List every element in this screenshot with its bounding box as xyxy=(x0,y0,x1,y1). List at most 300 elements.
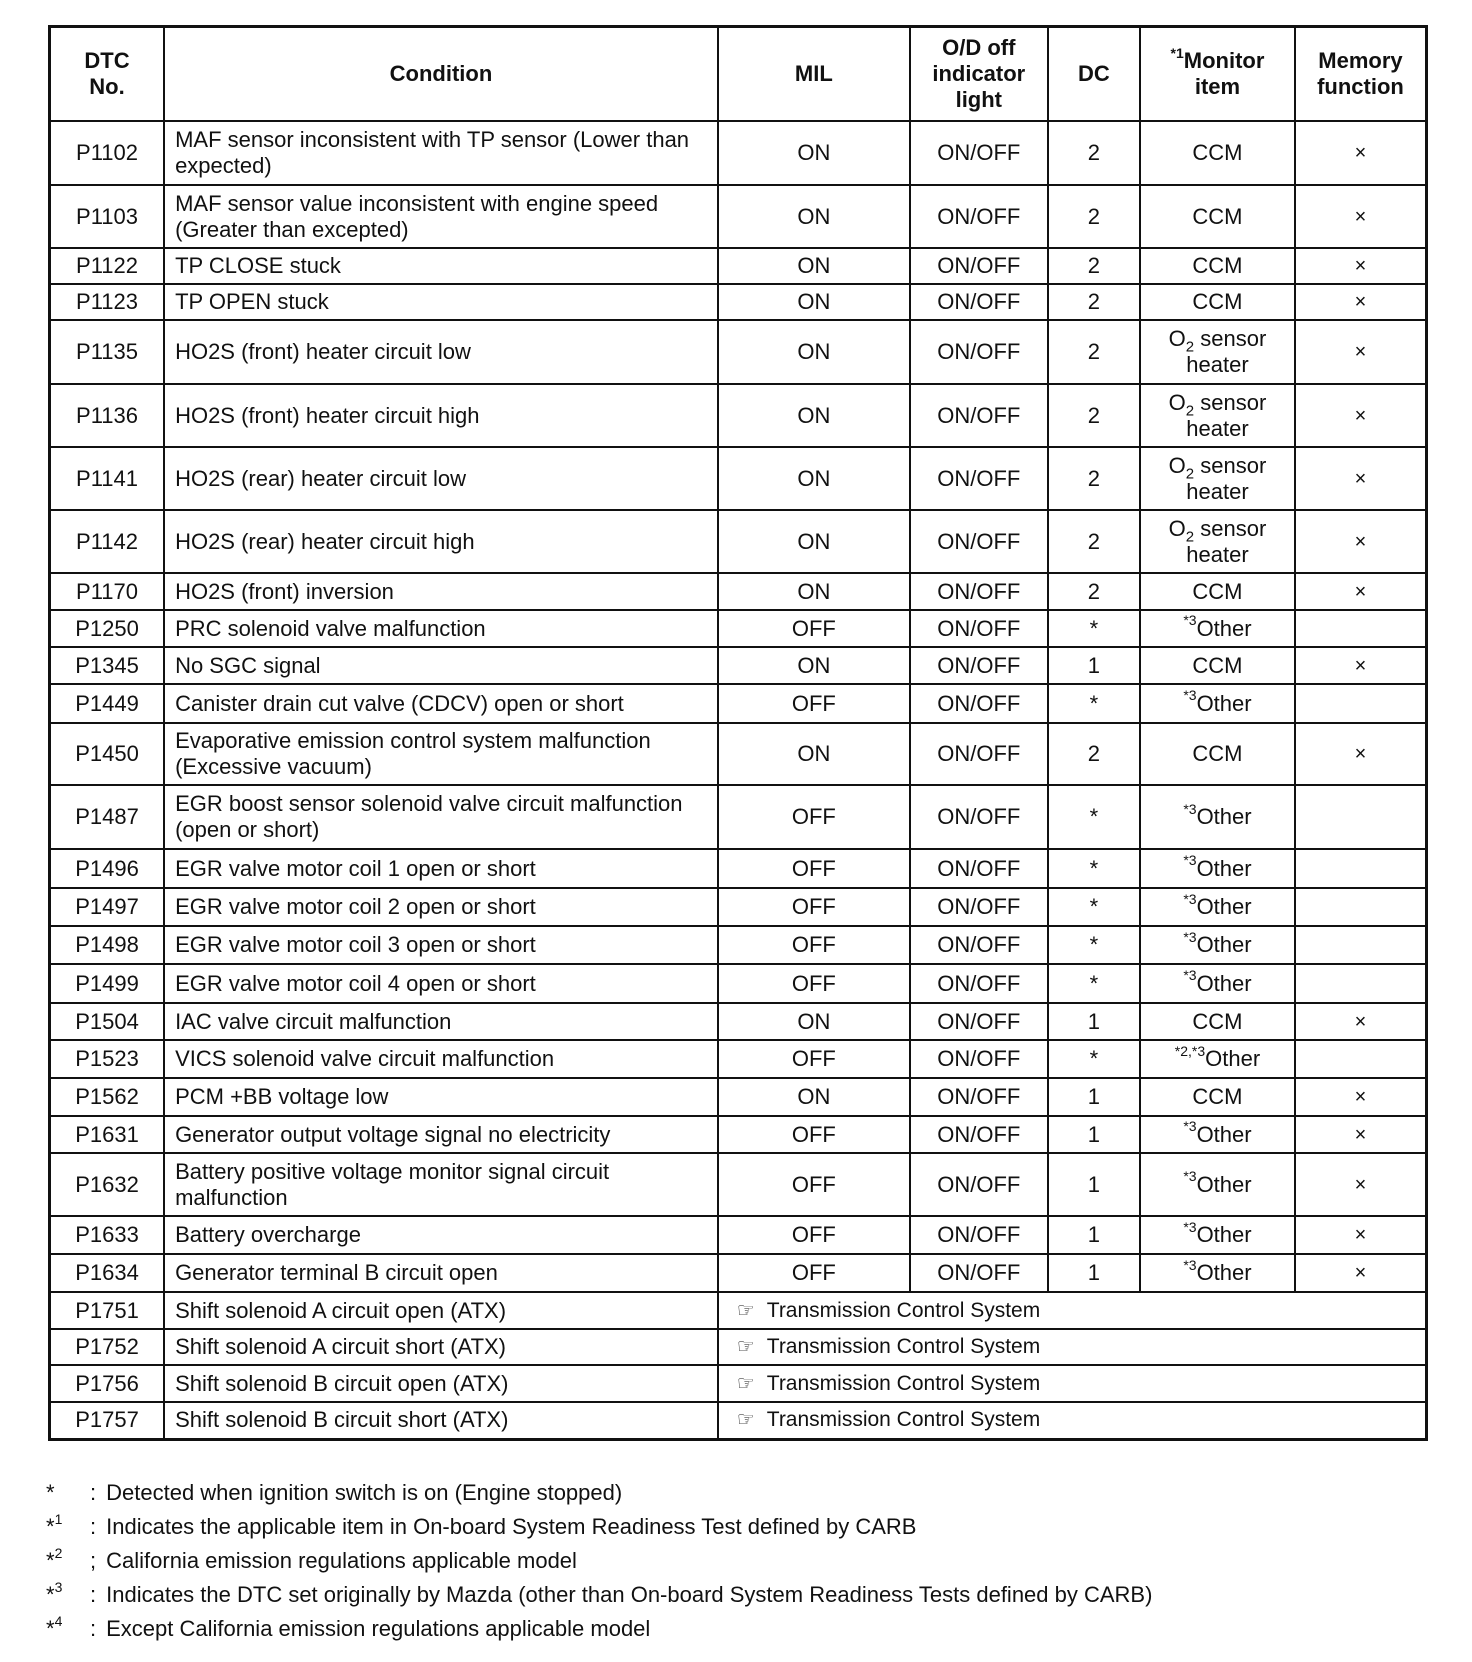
footnote-text: Detected when ignition switch is on (Engine stopped) xyxy=(106,1480,623,1505)
od-status: ON/OFF xyxy=(910,1003,1048,1040)
mil-status: OFF xyxy=(718,849,910,888)
reference-label: Transmission Control System xyxy=(766,1335,1041,1358)
dtc-code: P1142 xyxy=(50,510,165,573)
memory-function: × xyxy=(1295,284,1427,320)
condition-text: Generator terminal B circuit open xyxy=(164,1254,718,1292)
condition-text: HO2S (front) heater circuit high xyxy=(164,384,718,447)
footnote xyxy=(46,1578,1152,1612)
memory-function xyxy=(1295,888,1427,926)
dtc-code: P1135 xyxy=(50,320,165,384)
footnotes xyxy=(46,1476,1152,1646)
dc-value: 2 xyxy=(1048,447,1140,510)
condition-text: No SGC signal xyxy=(164,647,718,684)
monitor-item xyxy=(1140,284,1295,320)
condition-text: EGR valve motor coil 2 open or short xyxy=(164,888,718,926)
footnote xyxy=(46,1510,1152,1544)
dc-value: 1 xyxy=(1048,1078,1140,1116)
memory-function xyxy=(1295,1040,1427,1078)
monitor-item xyxy=(1140,510,1295,573)
footnote-text: California emission regulations applicable model xyxy=(106,1548,577,1573)
footnote-star: * xyxy=(46,1480,55,1505)
footnote-text: Indicates the DTC set originally by Mazda (other than On-board System Readiness Tests defined by CARB) xyxy=(106,1582,1153,1607)
dc-value: * xyxy=(1048,849,1140,888)
dtc-code: P1499 xyxy=(50,964,165,1003)
condition-text: Canister drain cut valve (CDCV) open or short xyxy=(164,684,718,723)
dc-value: * xyxy=(1048,888,1140,926)
memory-function xyxy=(1295,610,1427,647)
dc-value: * xyxy=(1048,785,1140,849)
dc-value: * xyxy=(1048,610,1140,647)
header-dc: DC xyxy=(1048,27,1140,122)
condition-text: Shift solenoid B circuit open (ATX) xyxy=(164,1365,718,1402)
monitor-label: Other xyxy=(1196,932,1252,957)
od-status: ON/OFF xyxy=(910,573,1048,610)
header-row xyxy=(50,27,1427,122)
table-row xyxy=(50,926,1427,964)
table-row xyxy=(50,185,1427,248)
footnote-star: * xyxy=(46,1582,55,1607)
monitor-label: Other xyxy=(1196,894,1252,919)
condition-text: Battery overcharge xyxy=(164,1216,718,1254)
condition-text: Shift solenoid A circuit short (ATX) xyxy=(164,1329,718,1365)
monitor-label: sensor heater xyxy=(1186,452,1267,504)
memory-function: × xyxy=(1295,1078,1427,1116)
mil-status: ON xyxy=(718,185,910,248)
memory-function: × xyxy=(1295,320,1427,384)
monitor-label: CCM xyxy=(1192,1084,1243,1109)
dc-value: 2 xyxy=(1048,573,1140,610)
condition-text: TP OPEN stuck xyxy=(164,284,718,320)
memory-function: × xyxy=(1295,447,1427,510)
mil-status: ON xyxy=(718,510,910,573)
od-status: ON/OFF xyxy=(910,185,1048,248)
dc-value: * xyxy=(1048,1040,1140,1078)
od-status: ON/OFF xyxy=(910,684,1048,723)
dc-value: * xyxy=(1048,684,1140,723)
od-status: ON/OFF xyxy=(910,248,1048,284)
o2-subscript: 2 xyxy=(1185,401,1195,419)
table-row xyxy=(50,1329,1427,1365)
condition-text: PCM +BB voltage low xyxy=(164,1078,718,1116)
table-row xyxy=(50,964,1427,1003)
condition-text: EGR valve motor coil 1 open or short xyxy=(164,849,718,888)
monitor-note: *3 xyxy=(1183,852,1197,869)
memory-function: × xyxy=(1295,121,1427,185)
dc-value: 2 xyxy=(1048,510,1140,573)
condition-text: TP CLOSE stuck xyxy=(164,248,718,284)
condition-text: VICS solenoid valve circuit malfunction xyxy=(164,1040,718,1078)
memory-function: × xyxy=(1295,573,1427,610)
footnote-key xyxy=(46,1578,90,1612)
condition-text: HO2S (front) heater circuit low xyxy=(164,320,718,384)
footnote-number: 3 xyxy=(54,1578,63,1595)
memory-function: × xyxy=(1295,384,1427,447)
condition-text: Generator output voltage signal no electricity xyxy=(164,1116,718,1153)
condition-text: EGR boost sensor solenoid valve circuit malfunction (open or short) xyxy=(164,785,718,849)
header-monitor-label: Monitor item xyxy=(1183,48,1265,99)
monitor-note: *3 xyxy=(1183,687,1197,704)
header-memory: Memory function xyxy=(1295,27,1427,122)
table-row xyxy=(50,1116,1427,1153)
mil-status: ON xyxy=(718,723,910,785)
od-status: ON/OFF xyxy=(910,447,1048,510)
dc-value: 1 xyxy=(1048,1216,1140,1254)
od-status: ON/OFF xyxy=(910,723,1048,785)
table-row xyxy=(50,888,1427,926)
monitor-label: sensor heater xyxy=(1186,389,1267,441)
footnote-star: * xyxy=(46,1548,55,1573)
footnote-separator: : xyxy=(90,1616,97,1641)
dtc-code: P1102 xyxy=(50,121,165,185)
pointing-hand-icon: ☞ xyxy=(736,1372,755,1395)
monitor-item xyxy=(1140,248,1295,284)
monitor-label: Other xyxy=(1196,855,1252,881)
condition-text: IAC valve circuit malfunction xyxy=(164,1003,718,1040)
monitor-label: Other xyxy=(1196,970,1252,996)
monitor-label: CCM xyxy=(1192,289,1243,314)
condition-text: MAF sensor inconsistent with TP sensor (Lower than expected) xyxy=(164,121,718,185)
mil-status: ON xyxy=(718,384,910,447)
dc-value: 1 xyxy=(1048,1254,1140,1292)
dc-value: 2 xyxy=(1048,185,1140,248)
monitor-note: *3 xyxy=(1183,1118,1197,1135)
table-row xyxy=(50,1078,1427,1116)
monitor-label: Other xyxy=(1205,1046,1261,1071)
footnote-text: Except California emission regulations applicable model xyxy=(106,1616,651,1641)
o2-subscript: 2 xyxy=(1185,338,1195,356)
table-row xyxy=(50,1402,1427,1439)
footnote-key xyxy=(46,1612,90,1646)
dtc-code: P1250 xyxy=(50,610,165,647)
mil-status: OFF xyxy=(718,785,910,849)
memory-function: × xyxy=(1295,647,1427,684)
mil-status: OFF xyxy=(718,1216,910,1254)
dc-value: 2 xyxy=(1048,384,1140,447)
dtc-code: P1123 xyxy=(50,284,165,320)
mil-status: OFF xyxy=(718,684,910,723)
table-row xyxy=(50,248,1427,284)
dtc-code: P1523 xyxy=(50,1040,165,1078)
dtc-code: P1122 xyxy=(50,248,165,284)
condition-text: Battery positive voltage monitor signal circuit malfunction xyxy=(164,1153,718,1216)
o2-label: O xyxy=(1168,515,1186,541)
od-status: ON/OFF xyxy=(910,1116,1048,1153)
footnote-number: 2 xyxy=(54,1544,63,1561)
table-row xyxy=(50,723,1427,785)
dtc-code: P1751 xyxy=(50,1292,165,1329)
dtc-code: P1633 xyxy=(50,1216,165,1254)
od-status: ON/OFF xyxy=(910,320,1048,384)
monitor-item xyxy=(1140,1078,1295,1116)
dtc-code: P1170 xyxy=(50,573,165,610)
monitor-item xyxy=(1140,1003,1295,1040)
monitor-item xyxy=(1140,447,1295,510)
pointing-hand-icon: ☞ xyxy=(736,1299,755,1322)
memory-function: × xyxy=(1295,723,1427,785)
dc-value: 2 xyxy=(1048,723,1140,785)
monitor-footnote-mark: *1 xyxy=(1170,44,1184,61)
table-row xyxy=(50,610,1427,647)
monitor-item xyxy=(1140,610,1295,647)
od-status: ON/OFF xyxy=(910,647,1048,684)
dtc-table xyxy=(48,25,1428,1441)
od-status: ON/OFF xyxy=(910,1254,1048,1292)
header-mil: MIL xyxy=(718,27,910,122)
footnote-key xyxy=(46,1476,90,1510)
condition-text: Evaporative emission control system malfunction (Excessive vacuum) xyxy=(164,723,718,785)
monitor-item xyxy=(1140,185,1295,248)
monitor-label: Other xyxy=(1196,690,1252,716)
monitor-item xyxy=(1140,384,1295,447)
mil-status: ON xyxy=(718,447,910,510)
monitor-item xyxy=(1140,684,1295,723)
mil-status: ON xyxy=(718,1078,910,1116)
dtc-code: P1345 xyxy=(50,647,165,684)
mil-status: ON xyxy=(718,573,910,610)
reference-link[interactable] xyxy=(718,1402,1427,1439)
monitor-note: *3 xyxy=(1183,1168,1197,1185)
dtc-code: P1449 xyxy=(50,684,165,723)
dc-value: 1 xyxy=(1048,1116,1140,1153)
mil-status: OFF xyxy=(718,926,910,964)
dtc-code: P1141 xyxy=(50,447,165,510)
od-status: ON/OFF xyxy=(910,284,1048,320)
monitor-label: CCM xyxy=(1192,578,1243,604)
monitor-item xyxy=(1140,1116,1295,1153)
dtc-code: P1498 xyxy=(50,926,165,964)
table-row xyxy=(50,849,1427,888)
monitor-item xyxy=(1140,926,1295,964)
reference-label: Transmission Control System xyxy=(766,1371,1041,1395)
monitor-label: Other xyxy=(1196,1260,1252,1285)
table-row xyxy=(50,1254,1427,1292)
mil-status: ON xyxy=(718,248,910,284)
monitor-label: Other xyxy=(1196,1121,1252,1147)
reference-link[interactable] xyxy=(718,1329,1427,1365)
footnote-separator: ; xyxy=(90,1548,97,1573)
table-row xyxy=(50,320,1427,384)
dtc-code: P1632 xyxy=(50,1153,165,1216)
memory-function: × xyxy=(1295,1003,1427,1040)
table-row xyxy=(50,1153,1427,1216)
o2-label: O xyxy=(1168,389,1186,415)
monitor-label: Other xyxy=(1196,615,1252,641)
mil-status: ON xyxy=(718,284,910,320)
monitor-item xyxy=(1140,647,1295,684)
reference-label: Transmission Control System xyxy=(766,1298,1041,1322)
od-status: ON/OFF xyxy=(910,785,1048,849)
dc-value: 2 xyxy=(1048,248,1140,284)
monitor-item xyxy=(1140,1153,1295,1216)
table-row xyxy=(50,647,1427,684)
table-row xyxy=(50,573,1427,610)
footnote xyxy=(46,1544,1152,1578)
monitor-note: *3 xyxy=(1183,612,1197,629)
dc-value: 2 xyxy=(1048,121,1140,185)
mil-status: OFF xyxy=(718,964,910,1003)
dc-value: 1 xyxy=(1048,1153,1140,1216)
monitor-note: *3 xyxy=(1183,1256,1197,1273)
footnote xyxy=(46,1612,1152,1646)
dtc-code: P1634 xyxy=(50,1254,165,1292)
condition-text: Shift solenoid A circuit open (ATX) xyxy=(164,1292,718,1329)
table-row xyxy=(50,1040,1427,1078)
table-row xyxy=(50,384,1427,447)
memory-function: × xyxy=(1295,1116,1427,1153)
od-status: ON/OFF xyxy=(910,849,1048,888)
mil-status: OFF xyxy=(718,610,910,647)
monitor-item xyxy=(1140,1040,1295,1078)
mil-status: ON xyxy=(718,647,910,684)
od-status: ON/OFF xyxy=(910,121,1048,185)
header-od: O/D off indicator light xyxy=(910,27,1048,122)
reference-label: Transmission Control System xyxy=(766,1408,1041,1432)
footnote-separator: : xyxy=(90,1514,97,1539)
od-status: ON/OFF xyxy=(910,926,1048,964)
od-status: ON/OFF xyxy=(910,384,1048,447)
monitor-label: CCM xyxy=(1192,140,1243,165)
monitor-label: CCM xyxy=(1192,203,1243,229)
mil-status: ON xyxy=(718,320,910,384)
table-row xyxy=(50,121,1427,185)
dtc-code: P1631 xyxy=(50,1116,165,1153)
monitor-note: *3 xyxy=(1183,890,1197,907)
dtc-code: P1756 xyxy=(50,1365,165,1402)
o2-subscript: 2 xyxy=(1185,527,1195,545)
od-status: ON/OFF xyxy=(910,510,1048,573)
pointing-hand-icon: ☞ xyxy=(736,1336,755,1358)
dtc-code: P1136 xyxy=(50,384,165,447)
memory-function xyxy=(1295,785,1427,849)
mil-status: OFF xyxy=(718,1153,910,1216)
memory-function: × xyxy=(1295,1216,1427,1254)
od-status: ON/OFF xyxy=(910,888,1048,926)
monitor-label: CCM xyxy=(1192,1008,1243,1034)
table-row xyxy=(50,510,1427,573)
condition-text: EGR valve motor coil 4 open or short xyxy=(164,964,718,1003)
footnote-number: 4 xyxy=(54,1612,63,1629)
header-dtc: DTC No. xyxy=(50,27,165,122)
monitor-item xyxy=(1140,888,1295,926)
memory-function: × xyxy=(1295,248,1427,284)
dtc-table-body xyxy=(50,121,1427,1439)
o2-label: O xyxy=(1168,326,1186,351)
monitor-note: *3 xyxy=(1183,1218,1197,1235)
table-row xyxy=(50,1292,1427,1329)
monitor-item xyxy=(1140,573,1295,610)
reference-link[interactable] xyxy=(718,1292,1427,1329)
dtc-code: P1496 xyxy=(50,849,165,888)
monitor-item xyxy=(1140,723,1295,785)
dc-value: 2 xyxy=(1048,284,1140,320)
monitor-item xyxy=(1140,1254,1295,1292)
footnote-text: Indicates the applicable item in On-board System Readiness Test defined by CARB xyxy=(106,1514,917,1539)
reference-link[interactable] xyxy=(718,1365,1427,1402)
footnote-key xyxy=(46,1544,90,1578)
monitor-note: *3 xyxy=(1183,800,1197,817)
dtc-code: P1450 xyxy=(50,723,165,785)
monitor-label: sensor heater xyxy=(1186,515,1267,567)
header-monitor xyxy=(1140,27,1295,122)
table-row xyxy=(50,785,1427,849)
memory-function xyxy=(1295,849,1427,888)
footnote-star: * xyxy=(46,1514,55,1539)
table-row xyxy=(50,284,1427,320)
memory-function: × xyxy=(1295,185,1427,248)
footnote-separator: : xyxy=(90,1582,97,1607)
mil-status: OFF xyxy=(718,1116,910,1153)
table-row xyxy=(50,1365,1427,1402)
monitor-item xyxy=(1140,849,1295,888)
monitor-item xyxy=(1140,1216,1295,1254)
mil-status: OFF xyxy=(718,1254,910,1292)
table-row xyxy=(50,1003,1427,1040)
dtc-code: P1497 xyxy=(50,888,165,926)
monitor-item xyxy=(1140,121,1295,185)
monitor-label: Other xyxy=(1196,1171,1252,1197)
dc-value: 1 xyxy=(1048,647,1140,684)
condition-text: EGR valve motor coil 3 open or short xyxy=(164,926,718,964)
pointing-hand-icon: ☞ xyxy=(736,1409,755,1432)
dtc-code: P1752 xyxy=(50,1329,165,1365)
od-status: ON/OFF xyxy=(910,1153,1048,1216)
monitor-note: *3 xyxy=(1183,967,1197,984)
monitor-label: sensor heater xyxy=(1186,326,1267,377)
monitor-label: CCM xyxy=(1192,741,1243,766)
monitor-note: *3 xyxy=(1183,928,1197,945)
mil-status: ON xyxy=(718,1003,910,1040)
monitor-label: Other xyxy=(1196,1222,1252,1247)
condition-text: HO2S (front) inversion xyxy=(164,573,718,610)
monitor-note: *2,*3 xyxy=(1174,1042,1206,1059)
memory-function: × xyxy=(1295,510,1427,573)
od-status: ON/OFF xyxy=(910,1216,1048,1254)
od-status: ON/OFF xyxy=(910,1078,1048,1116)
o2-subscript: 2 xyxy=(1185,464,1195,482)
memory-function xyxy=(1295,926,1427,964)
dc-value: * xyxy=(1048,964,1140,1003)
footnote-star: * xyxy=(46,1616,55,1641)
footnote-key xyxy=(46,1510,90,1544)
memory-function xyxy=(1295,964,1427,1003)
dtc-code: P1562 xyxy=(50,1078,165,1116)
monitor-item xyxy=(1140,320,1295,384)
footnote-separator: : xyxy=(90,1480,97,1505)
dtc-code: P1487 xyxy=(50,785,165,849)
dc-value: 2 xyxy=(1048,320,1140,384)
memory-function: × xyxy=(1295,1153,1427,1216)
mil-status: OFF xyxy=(718,888,910,926)
monitor-item xyxy=(1140,964,1295,1003)
footnote xyxy=(46,1476,1152,1510)
condition-text: MAF sensor value inconsistent with engine speed (Greater than excepted) xyxy=(164,185,718,248)
table-row xyxy=(50,684,1427,723)
dtc-code: P1757 xyxy=(50,1402,165,1439)
mil-status: OFF xyxy=(718,1040,910,1078)
header-condition: Condition xyxy=(164,27,718,122)
dtc-code: P1504 xyxy=(50,1003,165,1040)
footnote-number: 1 xyxy=(54,1510,63,1527)
mil-status: ON xyxy=(718,121,910,185)
dc-value: * xyxy=(1048,926,1140,964)
od-status: ON/OFF xyxy=(910,964,1048,1003)
condition-text: HO2S (rear) heater circuit low xyxy=(164,447,718,510)
monitor-label: Other xyxy=(1196,804,1252,829)
od-status: ON/OFF xyxy=(910,1040,1048,1078)
memory-function: × xyxy=(1295,1254,1427,1292)
dc-value: 1 xyxy=(1048,1003,1140,1040)
table-row xyxy=(50,1216,1427,1254)
